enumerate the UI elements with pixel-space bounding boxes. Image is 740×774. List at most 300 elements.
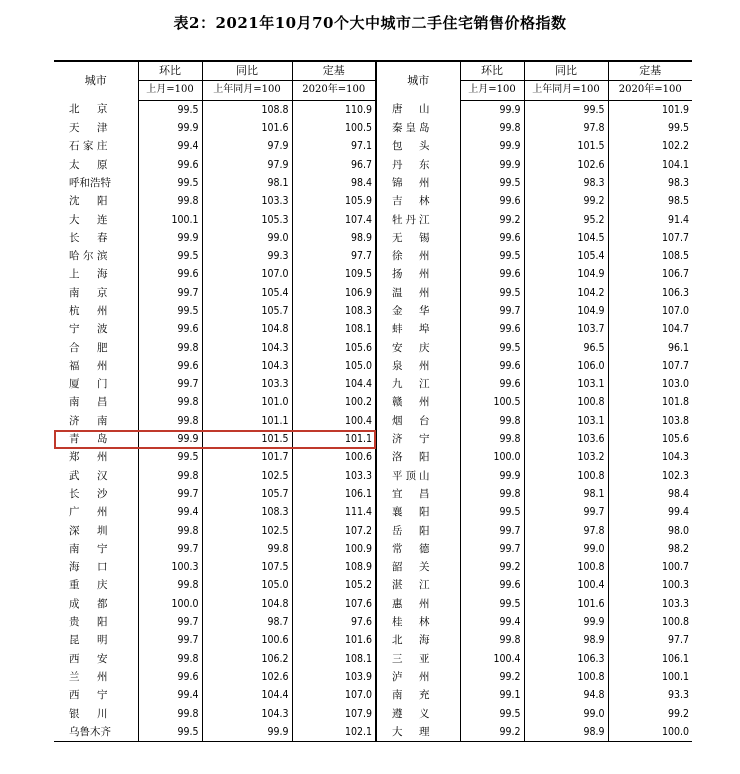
city-name-cell: 大 连 bbox=[69, 213, 108, 226]
yoy-value-cell: 108.3 bbox=[202, 503, 292, 521]
base-value-cell: 98.0 bbox=[608, 521, 692, 539]
mom-value-cell: 99.4 bbox=[138, 137, 202, 155]
table-row bbox=[54, 430, 692, 448]
yoy-value-cell: 94.8 bbox=[524, 686, 608, 704]
base-value-cell: 107.0 bbox=[292, 686, 376, 704]
yoy-value-cell: 103.3 bbox=[202, 375, 292, 393]
city-name-cell: 成 都 bbox=[69, 597, 108, 610]
table-row bbox=[54, 265, 692, 283]
city-name-cell: 宜 昌 bbox=[376, 485, 460, 503]
yoy-value-cell: 98.7 bbox=[202, 613, 292, 631]
yoy-value-cell: 99.7 bbox=[524, 503, 608, 521]
base-value-cell: 104.3 bbox=[608, 448, 692, 466]
yoy-value-cell: 105.3 bbox=[202, 210, 292, 228]
base-value-cell: 100.4 bbox=[292, 412, 376, 430]
table-row bbox=[54, 357, 692, 375]
yoy-value-cell: 99.5 bbox=[524, 100, 608, 119]
city-name-cell: 蚌 埠 bbox=[376, 320, 460, 338]
yoy-value-cell: 103.2 bbox=[524, 448, 608, 466]
base-value-cell: 96.7 bbox=[292, 155, 376, 173]
base-value-cell: 103.0 bbox=[608, 375, 692, 393]
base-value-cell: 100.7 bbox=[608, 558, 692, 576]
city-name-cell: 三 亚 bbox=[376, 650, 460, 668]
base-value-cell: 107.9 bbox=[292, 704, 376, 722]
mom-value-cell: 100.3 bbox=[138, 558, 202, 576]
mom-value-cell: 99.5 bbox=[138, 174, 202, 192]
city-name-cell: 烟 台 bbox=[376, 412, 460, 430]
base-value-cell: 105.9 bbox=[292, 192, 376, 210]
base-value-cell: 99.5 bbox=[608, 119, 692, 137]
yoy-value-cell: 106.2 bbox=[202, 650, 292, 668]
table-row bbox=[54, 558, 692, 576]
base-value-cell: 106.7 bbox=[608, 265, 692, 283]
mom-value-cell: 99.5 bbox=[138, 247, 202, 265]
mom-value-cell: 100.0 bbox=[460, 448, 524, 466]
mom-value-cell: 99.7 bbox=[460, 540, 524, 558]
base-value-cell: 104.7 bbox=[608, 320, 692, 338]
city-name-cell: 秦皇岛 bbox=[376, 119, 460, 137]
mom-value-cell: 99.6 bbox=[460, 320, 524, 338]
yoy-value-cell: 98.1 bbox=[524, 485, 608, 503]
city-name-cell: 长 沙 bbox=[69, 487, 108, 500]
base-value-cell: 100.8 bbox=[608, 613, 692, 631]
yoy-value-cell: 104.9 bbox=[524, 302, 608, 320]
base-value-cell: 98.2 bbox=[608, 540, 692, 558]
table-row bbox=[54, 320, 692, 338]
base-value-cell: 100.5 bbox=[292, 119, 376, 137]
city-name-cell: 贵 阳 bbox=[69, 616, 108, 629]
base-value-cell: 101.9 bbox=[608, 100, 692, 119]
mom-value-cell: 99.5 bbox=[460, 174, 524, 192]
base-value-cell: 105.6 bbox=[608, 430, 692, 448]
yoy-value-cell: 99.9 bbox=[524, 613, 608, 631]
mom-value-cell: 99.8 bbox=[138, 393, 202, 411]
city-name-cell: 宁 波 bbox=[69, 323, 108, 336]
mom-value-cell: 99.9 bbox=[460, 137, 524, 155]
base-value-cell: 107.7 bbox=[608, 357, 692, 375]
mom-value-cell: 99.6 bbox=[460, 229, 524, 247]
city-name-cell: 南 京 bbox=[69, 286, 108, 299]
mom-value-cell: 99.6 bbox=[460, 375, 524, 393]
mom-value-cell: 99.6 bbox=[460, 357, 524, 375]
base-value-cell: 98.9 bbox=[292, 229, 376, 247]
yoy-value-cell: 105.4 bbox=[202, 284, 292, 302]
yoy-value-cell: 103.1 bbox=[524, 375, 608, 393]
table-row bbox=[54, 485, 692, 503]
yoy-value-cell: 101.5 bbox=[202, 430, 292, 448]
yoy-value-cell: 97.9 bbox=[202, 155, 292, 173]
base-value-cell: 111.4 bbox=[292, 503, 376, 521]
yoy-value-cell: 107.5 bbox=[202, 558, 292, 576]
city-name-cell: 洛 阳 bbox=[376, 448, 460, 466]
yoy-value-cell: 102.5 bbox=[202, 521, 292, 539]
base-value-cell: 102.1 bbox=[292, 723, 376, 742]
mom-value-cell: 99.8 bbox=[138, 576, 202, 594]
yoy-value-cell: 99.0 bbox=[202, 229, 292, 247]
yoy-value-cell: 106.0 bbox=[524, 357, 608, 375]
mom-value-cell: 99.5 bbox=[138, 448, 202, 466]
table-row bbox=[54, 668, 692, 686]
mom-value-cell: 99.5 bbox=[460, 503, 524, 521]
city-name-cell: 泉 州 bbox=[376, 357, 460, 375]
mom-value-cell: 100.5 bbox=[460, 393, 524, 411]
table-row bbox=[54, 540, 692, 558]
base-value-cell: 101.6 bbox=[292, 631, 376, 649]
base-value-cell: 106.9 bbox=[292, 284, 376, 302]
yoy-value-cell: 97.8 bbox=[524, 119, 608, 137]
base-value-cell: 107.2 bbox=[292, 521, 376, 539]
table-row bbox=[54, 631, 692, 649]
city-name-cell: 无 锡 bbox=[376, 229, 460, 247]
city-name-cell: 丹 东 bbox=[376, 155, 460, 173]
city-name-cell: 广 州 bbox=[69, 506, 108, 519]
base-value-cell: 106.1 bbox=[292, 485, 376, 503]
mom-value-cell: 99.4 bbox=[460, 613, 524, 631]
base-subheader: 2020年=100 bbox=[608, 81, 692, 100]
yoy-value-cell: 104.3 bbox=[202, 704, 292, 722]
yoy-value-cell: 103.3 bbox=[202, 192, 292, 210]
base-value-cell: 100.3 bbox=[608, 576, 692, 594]
table-row bbox=[54, 229, 692, 247]
mom-value-cell: 99.7 bbox=[138, 485, 202, 503]
yoy-value-cell: 100.6 bbox=[202, 631, 292, 649]
city-name-cell: 福 州 bbox=[69, 359, 108, 372]
yoy-value-cell: 104.5 bbox=[524, 229, 608, 247]
table-row bbox=[54, 247, 692, 265]
city-name-cell: 济 宁 bbox=[376, 430, 460, 448]
yoy-value-cell: 99.2 bbox=[524, 192, 608, 210]
base-value-cell: 107.4 bbox=[292, 210, 376, 228]
city-name-cell: 韶 关 bbox=[376, 558, 460, 576]
base-value-cell: 106.1 bbox=[608, 650, 692, 668]
base-value-cell: 109.5 bbox=[292, 265, 376, 283]
base-value-cell: 108.9 bbox=[292, 558, 376, 576]
base-value-cell: 100.1 bbox=[608, 668, 692, 686]
mom-value-cell: 99.9 bbox=[138, 229, 202, 247]
yoy-value-cell: 99.0 bbox=[524, 540, 608, 558]
base-value-cell: 98.3 bbox=[608, 174, 692, 192]
city-name-cell: 银 川 bbox=[69, 707, 108, 720]
yoy-value-cell: 104.2 bbox=[524, 284, 608, 302]
mom-value-cell: 99.8 bbox=[138, 704, 202, 722]
base-value-cell: 102.3 bbox=[608, 467, 692, 485]
city-name-cell: 北 海 bbox=[376, 631, 460, 649]
yoy-value-cell: 101.6 bbox=[524, 595, 608, 613]
yoy-value-cell: 99.3 bbox=[202, 247, 292, 265]
base-value-cell: 100.9 bbox=[292, 540, 376, 558]
city-name-cell: 牡丹江 bbox=[376, 210, 460, 228]
yoy-value-cell: 104.8 bbox=[202, 595, 292, 613]
base-value-cell: 91.4 bbox=[608, 210, 692, 228]
page-title: 表2：2021年10月70个大中城市二手住宅销售价格指数 bbox=[173, 14, 567, 32]
city-name-cell: 遵 义 bbox=[376, 704, 460, 722]
mom-value-cell: 99.7 bbox=[138, 284, 202, 302]
city-name-cell: 吉 林 bbox=[376, 192, 460, 210]
mom-value-cell: 99.8 bbox=[460, 631, 524, 649]
base-value-cell: 101.1 bbox=[292, 430, 376, 448]
mom-value-cell: 99.7 bbox=[138, 631, 202, 649]
city-name-cell: 长 春 bbox=[69, 231, 108, 244]
yoy-value-cell: 96.5 bbox=[524, 338, 608, 356]
mom-value-cell: 99.2 bbox=[460, 668, 524, 686]
city-name-cell: 北 京 bbox=[69, 103, 108, 116]
yoy-value-cell: 99.0 bbox=[524, 704, 608, 722]
mom-value-cell: 99.9 bbox=[460, 155, 524, 173]
mom-value-cell: 99.2 bbox=[460, 723, 524, 742]
mom-value-cell: 99.6 bbox=[138, 668, 202, 686]
city-name-cell: 乌鲁木齐 bbox=[69, 725, 111, 738]
base-subheader: 2020年=100 bbox=[292, 81, 376, 100]
base-value-cell: 98.5 bbox=[608, 192, 692, 210]
city-name-cell: 兰 州 bbox=[69, 670, 108, 683]
city-name-cell: 南 充 bbox=[376, 686, 460, 704]
yoy-value-cell: 103.7 bbox=[524, 320, 608, 338]
yoy-subheader: 上年同月=100 bbox=[202, 81, 292, 100]
table-subheader-row bbox=[54, 81, 692, 100]
table-row bbox=[54, 375, 692, 393]
mom-value-cell: 100.1 bbox=[138, 210, 202, 228]
table-row bbox=[54, 704, 692, 722]
base-value-cell: 104.1 bbox=[608, 155, 692, 173]
yoy-header: 同比 bbox=[202, 61, 292, 81]
city-name-cell: 合 肥 bbox=[69, 341, 108, 354]
yoy-value-cell: 101.5 bbox=[524, 137, 608, 155]
city-name-cell: 太 原 bbox=[69, 158, 108, 171]
city-name-cell: 武 汉 bbox=[69, 469, 108, 482]
mom-value-cell: 99.8 bbox=[138, 192, 202, 210]
mom-header: 环比 bbox=[138, 61, 202, 81]
yoy-value-cell: 100.8 bbox=[524, 558, 608, 576]
base-value-cell: 100.0 bbox=[608, 723, 692, 742]
yoy-value-cell: 98.3 bbox=[524, 174, 608, 192]
city-name-cell: 西 宁 bbox=[69, 689, 108, 702]
mom-value-cell: 99.7 bbox=[138, 375, 202, 393]
table-row bbox=[54, 448, 692, 466]
yoy-value-cell: 99.8 bbox=[202, 540, 292, 558]
yoy-value-cell: 100.8 bbox=[524, 393, 608, 411]
base-value-cell: 99.4 bbox=[608, 503, 692, 521]
yoy-value-cell: 102.5 bbox=[202, 467, 292, 485]
yoy-value-cell: 98.1 bbox=[202, 174, 292, 192]
mom-value-cell: 99.5 bbox=[460, 338, 524, 356]
base-value-cell: 97.6 bbox=[292, 613, 376, 631]
mom-value-cell: 99.7 bbox=[460, 302, 524, 320]
city-name-cell: 昆 明 bbox=[69, 634, 108, 647]
yoy-value-cell: 103.6 bbox=[524, 430, 608, 448]
yoy-subheader: 上年同月=100 bbox=[524, 81, 608, 100]
mom-value-cell: 99.5 bbox=[460, 704, 524, 722]
price-index-table bbox=[54, 60, 692, 742]
city-name-cell: 深 圳 bbox=[69, 524, 108, 537]
table-header-row bbox=[54, 61, 692, 81]
mom-value-cell: 99.6 bbox=[138, 155, 202, 173]
base-value-cell: 100.6 bbox=[292, 448, 376, 466]
city-name-cell: 惠 州 bbox=[376, 595, 460, 613]
table-row bbox=[54, 521, 692, 539]
yoy-value-cell: 105.0 bbox=[202, 576, 292, 594]
city-name-cell: 西 安 bbox=[69, 652, 108, 665]
city-name-cell: 赣 州 bbox=[376, 393, 460, 411]
base-value-cell: 102.2 bbox=[608, 137, 692, 155]
mom-value-cell: 99.6 bbox=[138, 265, 202, 283]
mom-value-cell: 99.8 bbox=[138, 521, 202, 539]
base-value-cell: 103.9 bbox=[292, 668, 376, 686]
table-row bbox=[54, 302, 692, 320]
base-header: 定基 bbox=[608, 61, 692, 81]
mom-value-cell: 100.0 bbox=[138, 595, 202, 613]
city-name-cell: 青 岛 bbox=[69, 433, 108, 446]
yoy-value-cell: 104.9 bbox=[524, 265, 608, 283]
city-name-cell: 大 理 bbox=[376, 723, 460, 742]
base-value-cell: 107.0 bbox=[608, 302, 692, 320]
city-name-cell: 上 海 bbox=[69, 268, 108, 281]
table-row bbox=[54, 595, 692, 613]
mom-value-cell: 99.8 bbox=[138, 412, 202, 430]
yoy-value-cell: 107.0 bbox=[202, 265, 292, 283]
mom-value-cell: 99.5 bbox=[138, 723, 202, 742]
mom-value-cell: 99.6 bbox=[460, 265, 524, 283]
mom-value-cell: 100.4 bbox=[460, 650, 524, 668]
mom-value-cell: 99.9 bbox=[460, 467, 524, 485]
city-name-cell: 南 宁 bbox=[69, 542, 108, 555]
table-row bbox=[54, 467, 692, 485]
mom-value-cell: 99.5 bbox=[138, 302, 202, 320]
table-row bbox=[54, 613, 692, 631]
base-value-cell: 103.3 bbox=[608, 595, 692, 613]
yoy-value-cell: 108.8 bbox=[202, 100, 292, 119]
base-value-cell: 105.6 bbox=[292, 338, 376, 356]
mom-value-cell: 99.1 bbox=[460, 686, 524, 704]
base-header: 定基 bbox=[292, 61, 376, 81]
yoy-value-cell: 101.1 bbox=[202, 412, 292, 430]
table-row bbox=[54, 155, 692, 173]
base-value-cell: 97.7 bbox=[608, 631, 692, 649]
base-value-cell: 107.7 bbox=[608, 229, 692, 247]
city-name-cell: 天 津 bbox=[69, 122, 108, 135]
table-row bbox=[54, 174, 692, 192]
yoy-value-cell: 97.8 bbox=[524, 521, 608, 539]
mom-value-cell: 99.5 bbox=[138, 100, 202, 119]
mom-value-cell: 99.5 bbox=[460, 247, 524, 265]
city-name-cell: 泸 州 bbox=[376, 668, 460, 686]
mom-subheader: 上月=100 bbox=[138, 81, 202, 100]
city-name-cell: 扬 州 bbox=[376, 265, 460, 283]
table-row bbox=[54, 100, 692, 119]
table-row bbox=[54, 210, 692, 228]
yoy-value-cell: 100.8 bbox=[524, 668, 608, 686]
city-name-cell: 金 华 bbox=[376, 302, 460, 320]
base-value-cell: 107.6 bbox=[292, 595, 376, 613]
yoy-value-cell: 97.9 bbox=[202, 137, 292, 155]
table-row bbox=[54, 284, 692, 302]
city-name-cell: 重 庆 bbox=[69, 579, 108, 592]
mom-value-cell: 99.4 bbox=[138, 503, 202, 521]
city-name-cell: 平顶山 bbox=[376, 467, 460, 485]
mom-value-cell: 99.7 bbox=[138, 540, 202, 558]
mom-subheader: 上月=100 bbox=[460, 81, 524, 100]
yoy-value-cell: 101.7 bbox=[202, 448, 292, 466]
mom-value-cell: 99.5 bbox=[460, 595, 524, 613]
mom-value-cell: 99.7 bbox=[138, 613, 202, 631]
yoy-value-cell: 100.4 bbox=[524, 576, 608, 594]
mom-value-cell: 99.6 bbox=[460, 576, 524, 594]
mom-value-cell: 99.8 bbox=[460, 430, 524, 448]
table-body bbox=[54, 100, 692, 741]
base-value-cell: 101.8 bbox=[608, 393, 692, 411]
yoy-value-cell: 102.6 bbox=[202, 668, 292, 686]
table-row bbox=[54, 412, 692, 430]
city-name-cell: 岳 阳 bbox=[376, 521, 460, 539]
mom-value-cell: 99.9 bbox=[138, 119, 202, 137]
mom-value-cell: 99.8 bbox=[460, 412, 524, 430]
base-value-cell: 106.3 bbox=[608, 284, 692, 302]
base-value-cell: 103.3 bbox=[292, 467, 376, 485]
mom-value-cell: 99.2 bbox=[460, 210, 524, 228]
city-name-cell: 济 南 bbox=[69, 414, 108, 427]
city-name-cell: 桂 林 bbox=[376, 613, 460, 631]
base-value-cell: 104.4 bbox=[292, 375, 376, 393]
city-header: 城市 bbox=[376, 61, 460, 100]
yoy-value-cell: 105.7 bbox=[202, 302, 292, 320]
city-name-cell: 石家庄 bbox=[69, 140, 108, 153]
yoy-value-cell: 104.4 bbox=[202, 686, 292, 704]
city-name-cell: 九 江 bbox=[376, 375, 460, 393]
mom-value-cell: 99.2 bbox=[460, 558, 524, 576]
base-value-cell: 98.4 bbox=[608, 485, 692, 503]
yoy-value-cell: 105.7 bbox=[202, 485, 292, 503]
base-value-cell: 105.0 bbox=[292, 357, 376, 375]
city-name-cell: 包 头 bbox=[376, 137, 460, 155]
table-row bbox=[54, 137, 692, 155]
city-name-cell: 常 德 bbox=[376, 540, 460, 558]
base-value-cell: 105.2 bbox=[292, 576, 376, 594]
city-name-cell: 郑 州 bbox=[69, 451, 108, 464]
table-row bbox=[54, 192, 692, 210]
yoy-header: 同比 bbox=[524, 61, 608, 81]
city-name-cell: 安 庆 bbox=[376, 338, 460, 356]
base-value-cell: 96.1 bbox=[608, 338, 692, 356]
mom-value-cell: 99.6 bbox=[138, 357, 202, 375]
table-row bbox=[54, 503, 692, 521]
base-value-cell: 103.8 bbox=[608, 412, 692, 430]
base-value-cell: 99.2 bbox=[608, 704, 692, 722]
mom-value-cell: 99.6 bbox=[138, 320, 202, 338]
city-name-cell: 海 口 bbox=[69, 561, 108, 574]
mom-value-cell: 99.8 bbox=[460, 485, 524, 503]
base-value-cell: 110.9 bbox=[292, 100, 376, 119]
city-name-cell: 襄 阳 bbox=[376, 503, 460, 521]
city-name-cell: 沈 阳 bbox=[69, 195, 108, 208]
city-name-cell: 哈尔滨 bbox=[69, 250, 108, 263]
mom-value-cell: 99.8 bbox=[138, 467, 202, 485]
mom-value-cell: 99.5 bbox=[460, 284, 524, 302]
city-name-cell: 厦 门 bbox=[69, 378, 108, 391]
mom-value-cell: 99.9 bbox=[460, 100, 524, 119]
base-value-cell: 108.1 bbox=[292, 320, 376, 338]
yoy-value-cell: 98.9 bbox=[524, 631, 608, 649]
yoy-value-cell: 95.2 bbox=[524, 210, 608, 228]
yoy-value-cell: 104.3 bbox=[202, 357, 292, 375]
base-value-cell: 108.3 bbox=[292, 302, 376, 320]
mom-value-cell: 99.8 bbox=[138, 338, 202, 356]
table-row bbox=[54, 723, 692, 742]
base-value-cell: 100.2 bbox=[292, 393, 376, 411]
table-row bbox=[54, 686, 692, 704]
yoy-value-cell: 106.3 bbox=[524, 650, 608, 668]
base-value-cell: 108.1 bbox=[292, 650, 376, 668]
mom-value-cell: 99.6 bbox=[460, 192, 524, 210]
table-row bbox=[54, 119, 692, 137]
